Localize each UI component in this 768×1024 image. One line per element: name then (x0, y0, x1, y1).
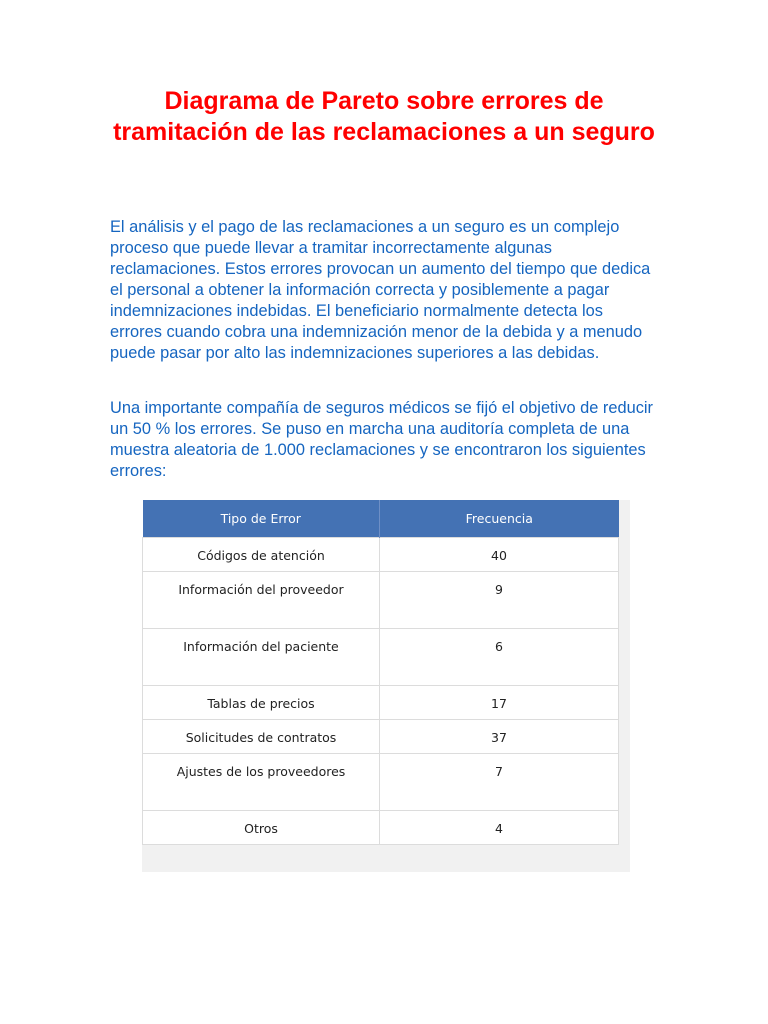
frequency-cell: 4 (380, 811, 619, 845)
error-type-cell: Información del proveedor (143, 572, 380, 629)
error-type-cell: Solicitudes de contratos (143, 720, 380, 754)
error-type-cell: Tablas de precios (143, 686, 380, 720)
page-title: Diagrama de Pareto sobre errores de tramitación de las reclamaciones a un seguro (113, 87, 655, 146)
table-row (143, 538, 619, 572)
frequency-cell: 9 (380, 572, 619, 629)
table-row (143, 720, 619, 754)
frequency-cell: 7 (380, 754, 619, 811)
error-table-container (142, 500, 630, 872)
table-row (143, 629, 619, 686)
objective-paragraph: Una importante compañía de seguros médicos se fijó el objetivo de reducir un 50 % los errores. Se puso en marcha una auditoría completa de una muestra aleatoria de 1.000 reclamaciones y se encontraron los siguientes errores: (110, 399, 654, 480)
frequency-cell: 17 (380, 686, 619, 720)
header-frequency: Frecuencia (380, 500, 619, 538)
intro-paragraph: El análisis y el pago de las reclamaciones a un seguro es un complejo proceso que puede llevar a tramitar incorrectamente algunas reclamaciones. Estos errores provocan un aumento del tiempo que dedica el personal a obtener la información correcta y posiblemente a pagar indemnizaciones indebidas. El beneficiario normalmente detecta los errores cuando cobra una indemnización menor de la debida y a menudo puede pasar por alto las indemnizaciones superiores a las debidas. (110, 218, 651, 362)
frequency-cell: 37 (380, 720, 619, 754)
error-type-cell: Información del paciente (143, 629, 380, 686)
error-frequency-table (142, 500, 619, 845)
table-row (143, 572, 619, 629)
table-row (143, 811, 619, 845)
error-type-cell: Códigos de atención (143, 538, 380, 572)
error-type-cell: Otros (143, 811, 380, 845)
table-row (143, 754, 619, 811)
header-error-type: Tipo de Error (143, 500, 380, 538)
frequency-cell: 40 (380, 538, 619, 572)
frequency-cell: 6 (380, 629, 619, 686)
error-type-cell: Ajustes de los proveedores (143, 754, 380, 811)
table-row (143, 686, 619, 720)
table-header-row (143, 500, 619, 538)
